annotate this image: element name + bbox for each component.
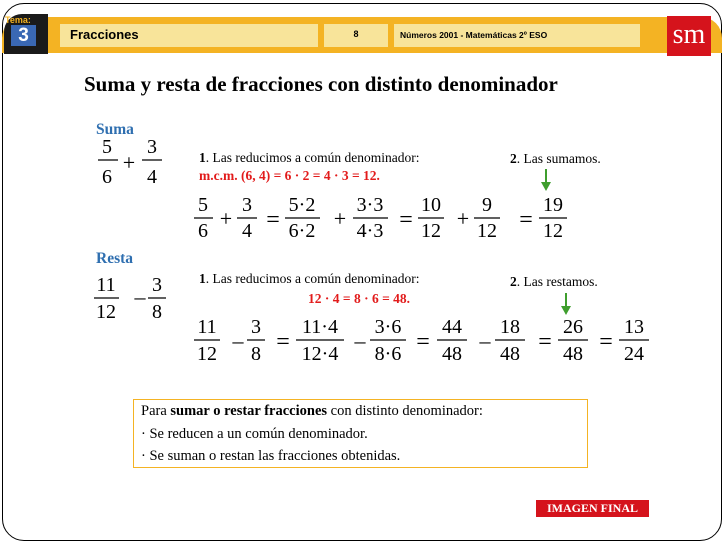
resta-step1-text: . Las reducimos a común denominador: [205,271,420,286]
resta-eq2: = [416,329,430,355]
tema-number: 3 [11,25,36,46]
resta-problem-op: – [134,284,146,309]
tema-label: Tema: [5,15,31,25]
page-number: 8 [353,29,359,39]
rule-line-1-bold: sumar o restar fracciones [170,403,328,419]
suma-op1: + [219,206,233,231]
resta-f5-den: 48 [442,343,462,365]
suma-eq2: = [399,207,413,233]
resta-problem-den1: 12 [96,301,116,323]
resta-eq1: = [276,329,290,355]
final-image-badge[interactable]: IMAGEN FINAL [536,500,649,517]
resta-f3-den: 12·4 [301,343,339,365]
resta-op2: – [354,328,366,353]
suma-f3-num: 5·2 [288,194,316,216]
rule-line-3: · Se suman o restan las fracciones obtenidas. [141,448,401,464]
page-title: Suma y resta de fracciones con distinto denominador [84,72,558,96]
resta-op3: – [479,328,491,353]
resta-f6-num: 18 [500,316,520,338]
resta-problem-den2: 8 [152,301,162,323]
resta-f4-den: 8·6 [374,343,402,365]
resta-step2-number: 2 [510,274,517,289]
suma-f7-num: 19 [543,194,563,216]
suma-eq1: = [266,207,280,233]
resta-f7-num: 26 [563,316,583,338]
resta-f2-den: 8 [251,343,261,365]
resta-op1: – [232,328,244,353]
book-title: Números 2001 - Matemáticas 2º ESO [400,30,548,40]
resta-f8-num: 13 [624,316,644,338]
suma-f1-num: 5 [198,194,208,216]
resta-f4-num: 3·6 [374,316,402,338]
suma-f7-den: 12 [543,220,563,242]
suma-f5-den: 12 [421,220,441,242]
resta-f8-den: 24 [624,343,644,365]
suma-problem-den1: 6 [102,166,112,188]
rule-line-1-suffix: con distinto denominador: [327,403,483,419]
suma-f4-den: 4·3 [356,220,384,242]
suma-step2-number: 2 [510,151,517,166]
suma-problem-den2: 4 [147,166,157,188]
resta-f5-num: 44 [442,316,462,338]
resta-f1-den: 12 [197,343,217,365]
sm-logo: sm [667,16,711,56]
suma-step2-text: . Las sumamos. [516,151,601,166]
rule-line-1-prefix: Para [141,403,171,419]
suma-step1-number: 1 [199,150,206,165]
suma-f6-num: 9 [482,194,492,216]
resta-mcm: 12 · 4 = 8 · 6 = 48. [308,291,411,306]
section-title: Fracciones [70,27,139,42]
suma-f1-den: 6 [198,220,208,242]
suma-problem-num1: 5 [102,136,112,158]
resta-step2-text: . Las restamos. [516,274,598,289]
resta-eq3: = [538,329,552,355]
resta-f3-num: 11·4 [302,316,338,338]
suma-op3: + [456,206,470,231]
suma-f5-num: 10 [421,194,441,216]
suma-eq3: = [519,207,533,233]
resta-f1-num: 11 [197,316,217,338]
resta-problem-num1: 11 [96,274,116,296]
suma-step1-text: . Las reducimos a común denominador: [205,150,420,165]
resta-f2-num: 3 [251,316,261,338]
suma-f2-num: 3 [242,194,252,216]
resta-f6-den: 48 [500,343,520,365]
suma-f6-den: 12 [477,220,497,242]
resta-problem-num2: 3 [152,274,162,296]
suma-op2: + [333,206,347,231]
resta-eq4: = [599,329,613,355]
resta-f7-den: 48 [563,343,583,365]
suma-f2-den: 4 [242,220,252,242]
suma-problem-op: + [122,150,136,175]
suma-mcm: m.c.m. (6, 4) = 6 · 2 = 4 · 3 = 12. [199,168,380,183]
rule-line-2: · Se reducen a un común denominador. [141,426,368,442]
resta-step1-number: 1 [199,271,206,286]
suma-f3-den: 6·2 [288,220,316,242]
suma-label: Suma [96,121,134,138]
suma-problem-num2: 3 [147,136,157,158]
resta-label: Resta [96,250,134,267]
suma-f4-num: 3·3 [356,194,384,216]
rule-line-1 [141,403,483,420]
